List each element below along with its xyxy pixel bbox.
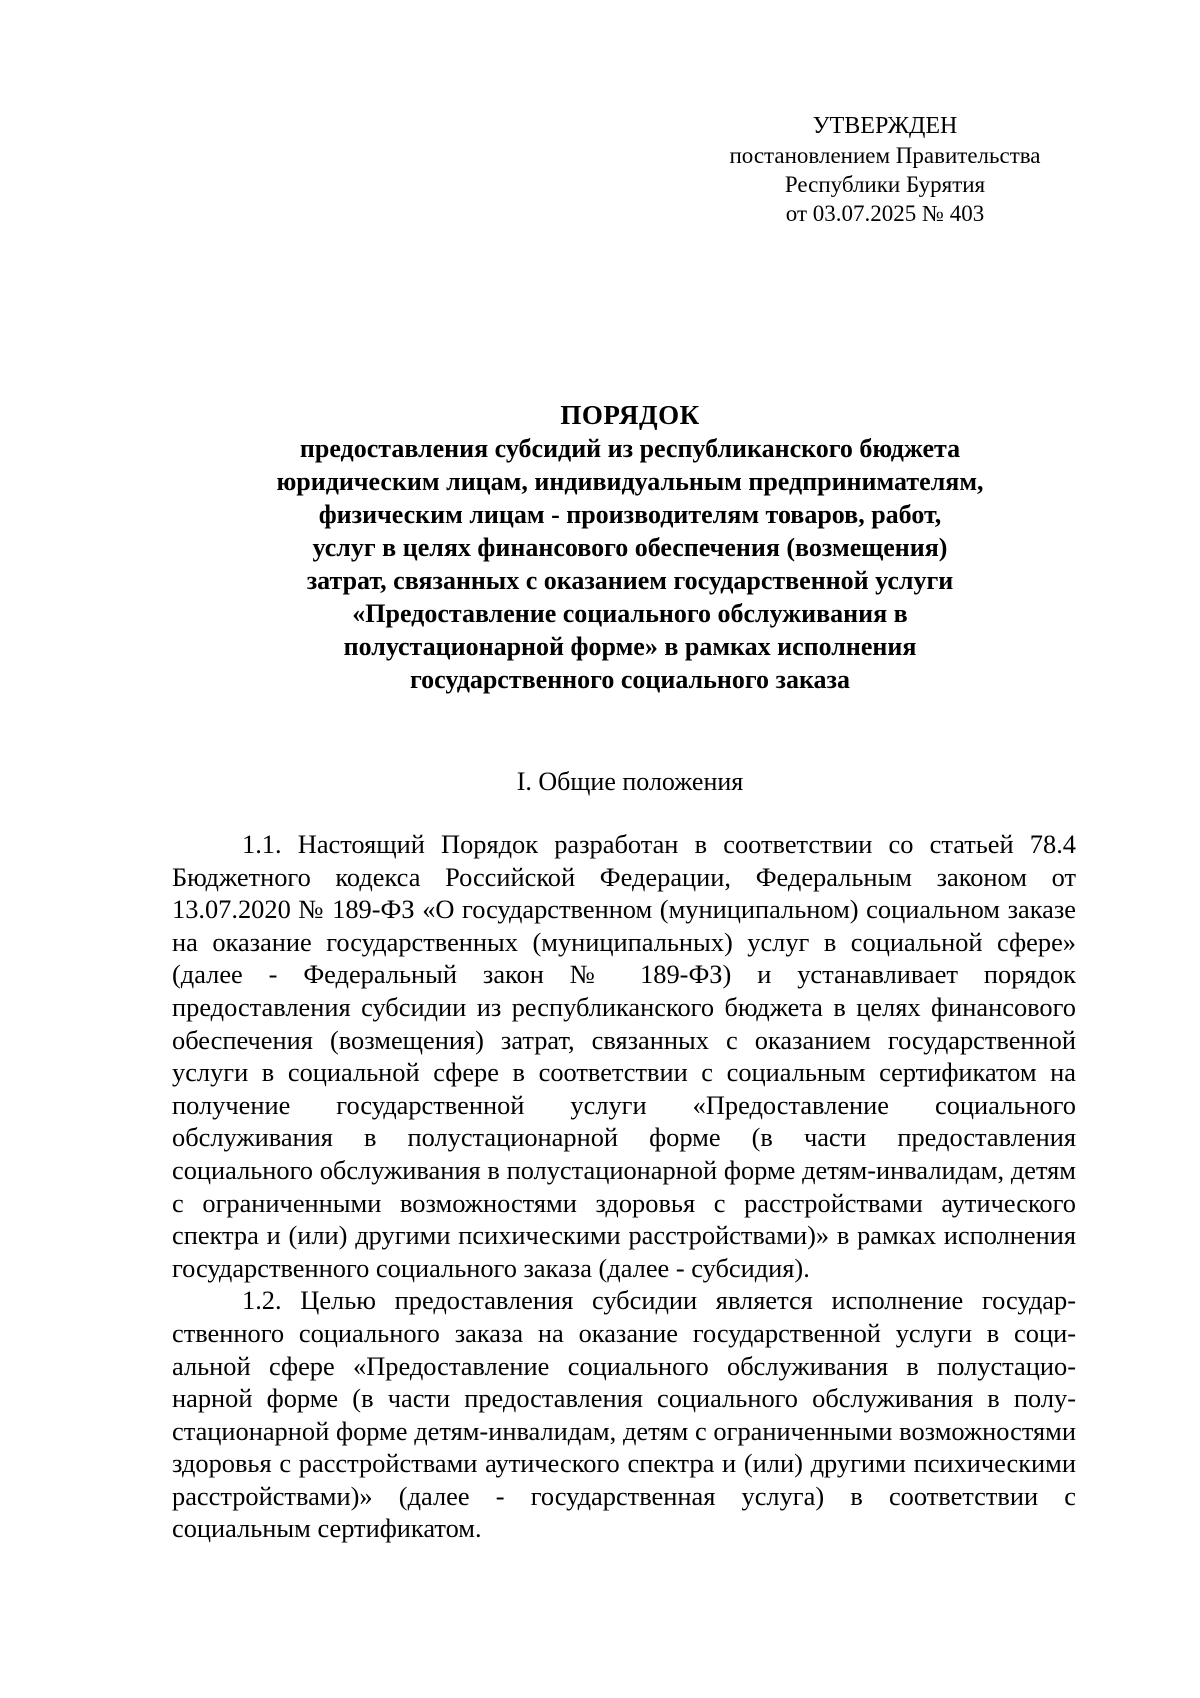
section-heading: I. Общие положения — [516, 767, 744, 796]
approval-stamp — [700, 112, 1070, 228]
document-title-line: «Предоставление социального обслуживания в — [352, 599, 908, 628]
approval-region: Республики Бурятия — [784, 172, 986, 197]
paragraph-1-1: 1.1. Настоящий Порядок разработан в соответствии со статьей 78.4 Бюджетного кодекса Российской Федерации, Федеральным законом от 13.07.2020 № 189-ФЗ «О государственном (муниципальном) социальном заказе на оказание государственных (муниципальных) услуг в социальной сфере» (далее - Федеральный закон № 189-ФЗ) и устанавливает порядок предоставления субсидии из республиканского бюджета в целях финансового обеспечения (возмещения) затрат, связанных с оказанием государственной услуги в социальной сфере в соответствии с социальным сертификатом на получение государственной услуги «Предоставление социального обслуживания в полустационарной форме (в части предоставления социального обслуживания в полустационарной форме детям-инвалидам, детям с ограниченными возможностями здоровья с расстройствами аутического спектра и (или) другими психическими расстройствами)» в рамках исполнения государственного социального заказа (далее - субсидия). — [172, 829, 1076, 1283]
document-title — [150, 398, 1110, 696]
document-title-line: физическим лицам - производителям товаров, работ, — [318, 500, 942, 529]
paragraph-1-2: 1.2. Целью предоставления субсидии является исполнение государственного социального заказа на оказание государственной услуги в социальной сфере «Предоставление социального обслуживания в полустационарной форме (в части предоставления социального обслуживания в полустационарной форме детям-инвалидам, детям с ограниченными возможностями здоровья с расстройствами аутического спектра и (или) другими психическими расстройствами)» (далее - государственная услуга) в соответствии с социальным сертификатом. — [172, 1285, 1076, 1544]
approval-status: УТВЕРЖДЕН — [812, 113, 958, 139]
document-title-main: ПОРЯДОК — [560, 400, 700, 430]
document-title-line: услуг в целях финансового обеспечения (возмещения) — [312, 533, 948, 562]
document-body — [172, 828, 1076, 1545]
approval-date-number: от 03.07.2025 № 403 — [785, 201, 985, 226]
document-title-line: предоставления субсидий из республиканского бюджета — [299, 434, 961, 463]
approval-issuer: постановлением Правительства — [729, 143, 1041, 168]
document-title-line: затрат, связанных с оказанием государственной услуги — [306, 566, 954, 595]
document-title-line: полустационарной форме» в рамках исполнения — [343, 632, 917, 661]
document-title-line: государственного социального заказа — [409, 665, 851, 694]
document-title-line: юридическим лицам, индивидуальным предпринимателям, — [276, 467, 984, 496]
